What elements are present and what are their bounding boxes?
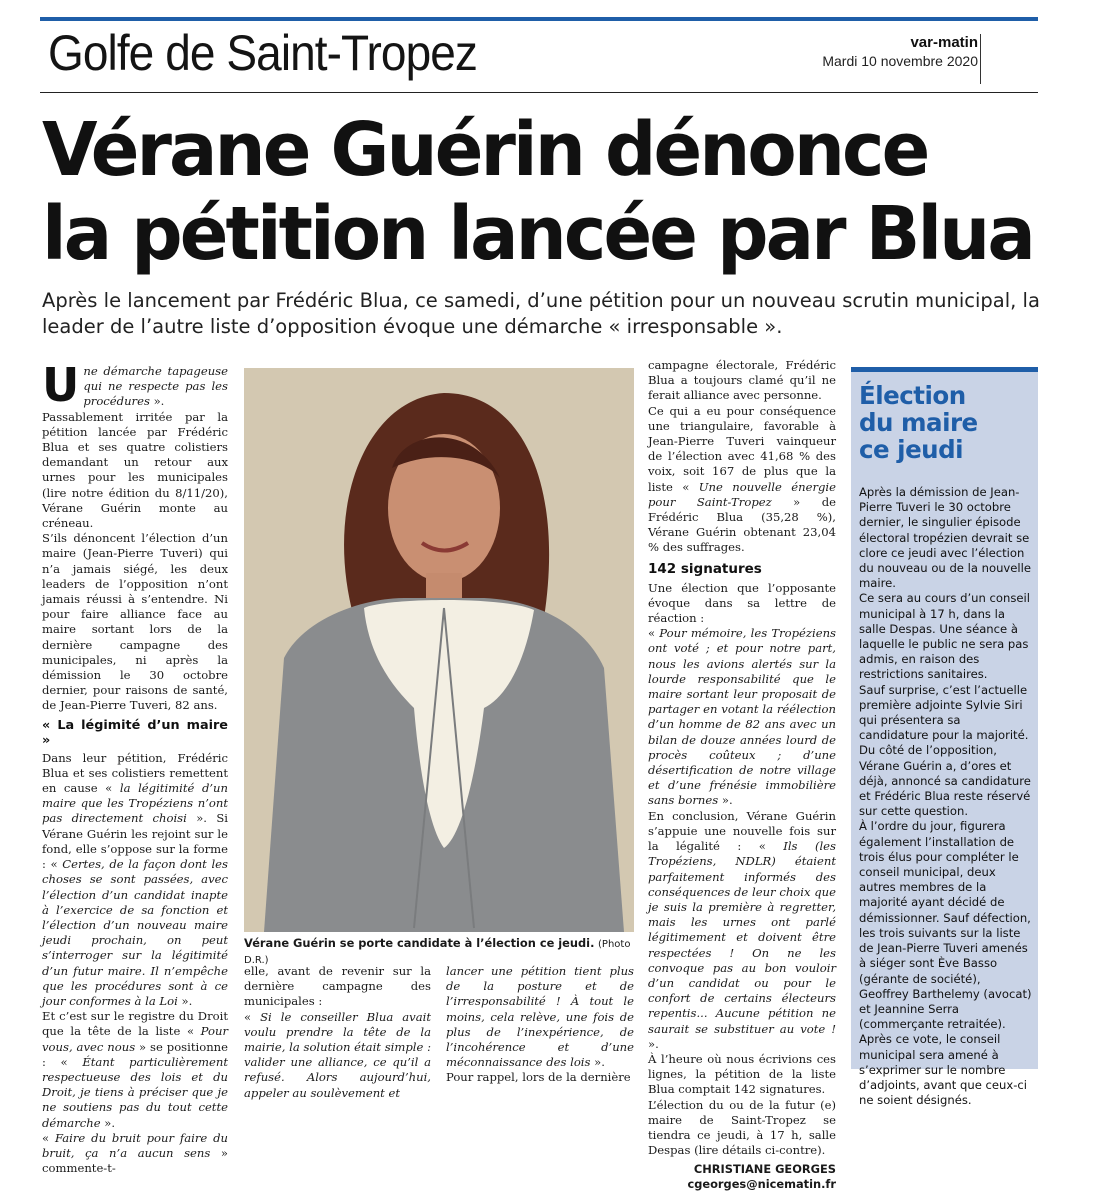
sidebar-body [851,463,1038,1108]
paragraph: À l’ordre du jour, figurera également l’installation de trois élus pour compléter le conseil municipal, deux autres membres de la majorité ayant décidé de démissionner. Sauf défection, les trois suivants sur la liste de Jean-Pierre Tuveri amenés à siéger sont Ève Basso (gérante de société), Geoffrey Barthelemy (avocat) et Jeannine Serra (commerçante retraitée). [859,819,1032,1032]
issue-date: Mardi 10 novembre 2020 [822,53,978,69]
portrait-illustration [244,368,634,932]
paragraph: « Pour mémoire, les Tropéziens ont voté ; et pour notre part, nous les avions alertés sur la lourde responsabilité que le maire sortant leur proposait de partager en votant la réélection d’un homme de 82 ans avec un bilan de douze années lourd de procès coûteux ; d’une désertification de notre village et d’une frénésie immobilière sans bornes ». [648,626,836,808]
author-byline: CHRISTIANE GEORGES [693,1162,836,1177]
paragraph: Pour rappel, lors de la dernière [446,1070,631,1085]
paragraph: Ce qui a eu pour conséquence une triangulaire, favorable à Jean-Pierre Tuveri vainqueur de l’élection avec 41,68 % des voix, soit 167 de plus que la liste « Une nouvelle énergie pour Saint-Tropez » de Frédéric Blua (35,28 %), Vérane Guérin obtenant 23,04 % des suffrages. [648,403,837,555]
lead-paragraph: Une démarche tapageuse qui ne respecte pas les procédures ». [42,358,228,412]
paragraph: Une élection que l’opposante évoque dans sa lettre de réaction : [648,580,836,626]
paragraph: elle, avant de revenir sur la dernière campagne des municipales : [244,964,431,1009]
top-accent-bar [40,17,1038,21]
sidebar-title: Élection du maire ce jeudi [859,381,978,464]
masthead [822,34,978,69]
article-standfirst: Après le lancement par Frédéric Blua, ce samedi, d’une pétition pour un nouveau scrutin municipal, la leader de l’autre liste d’opposition évoque une démarche « irresponsable ». [42,289,1040,338]
author-email: cgeorges@nicematin.fr [687,1177,836,1192]
paragraph: Dans leur pétition, Frédéric Blua et ses colistiers remettent en cause « la légitimité d’un maire que les Tropéziens n’ont pas directement choisi ». Si Vérane Guérin les rejoint sur le fond, elle s’oppose sur la forme : « Certes, de la façon dont les choses se sont passées, avec l’élection d’un candidat inapte à l’exercice de sa fonction et l’élection d’un nouveau maire jeudi prochain, on peut s’interroger sur la légitimité d’un futur maire. Il n’empêche que les procédures sont à ce jour conformes à la Loi ». [42,750,228,1008]
subheading: « La légimité d’un maire » [42,717,228,748]
article-column-1 [42,358,229,1176]
sidebar-box [851,367,1038,1108]
paragraph: L’élection du ou de la futur (e) maire de Saint-Tropez se tiendra ce jeudi, à 17 h, salle Despas (lire détails ci-contre). [648,1097,836,1158]
paragraph: Après la démission de Jean-Pierre Tuveri le 30 octobre dernier, le singulier épisode électoral tropézien devrait se clore ce jeudi avec l’élection du nouveau ou de la nouvelle maire. [859,485,1031,591]
headline-line-1: Vérane Guérin dénonce [42,107,928,193]
paragraph: lancer une pétition tient plus de la posture et de l’irresponsabilité ! À tout le moins, cela relève, une fois de plus de l’inexpérience, de l’incohérence et d’une méconnaissance des lois ». [446,964,634,1070]
paragraph: Passablement irritée par la pétition lancée par Frédéric Blua et ses quatre colistiers demandant un retour aux urnes pour les municipales (lire notre édition du 8/11/20), Vérane Guérin monte au créneau. [42,409,228,531]
headline [42,108,1109,276]
subheading: 142 signatures [648,560,762,577]
drop-cap: U [42,358,80,412]
paragraph: Et c’est sur le registre du Droit que la tête de la liste « Pour vous, avec nous » se positionne : « Étant particulièrement respectueuse des lois et du Droit, je tiens à préciser que je ne soutiens pas du tout cette démarche ». [42,1009,228,1130]
article-column-3 [446,964,634,1086]
paragraph: campagne électorale, Frédéric Blua a toujours clamé qu’il ne ferait alliance avec personne. [648,358,836,403]
paragraph: En conclusion, Vérane Guérin s’appuie une nouvelle fois sur la légalité : « Ils (les Tropéziens, NDLR) étaient parfaitement informés des conséquences de leur choix que je suis la première à regretter, mais les urnes ont parlé légitimement et doivent être respectées ! On ne les convoque pas au bon vouloir d’un candidat ou pour le confort de certains électeurs repentis... Aucune pétition ne saurait se substituer au vote ! ». [648,808,836,1051]
paragraph: Après ce vote, le conseil municipal sera amené à s’exprimer sur le nombre d’adjoints, avant que ceux-ci ne soient désignés. [859,1032,1028,1108]
masthead-divider [980,34,981,84]
section-title: Golfe de Saint-Tropez [48,25,477,81]
header-rule [40,92,1038,93]
article-column-2 [244,964,431,1101]
newspaper-name: var-matin [910,34,978,51]
headline-line-2: la pétition lancée par Blua [42,191,1033,277]
paragraph: Ce sera au cours d’un conseil municipal à 17 h, dans la salle Despas. Une séance à laquelle le public ne sera pas admis, en raison des restrictions sanitaires. [859,591,1030,682]
portrait-photo [244,368,634,932]
paragraph: « Faire du bruit pour faire du bruit, ça n’a aucun sens » commente-t- [42,1130,229,1176]
article-column-4 [648,358,836,1192]
paragraph: Sauf surprise, c’est l’actuelle première adjointe Sylvie Siri qui présentera sa candidature pour la majorité. Du côté de l’opposition, Vérane Guérin a, d’ores et déjà, annoncé sa candidature et Frédéric Blua reste réservé sur cette question. [859,682,1031,819]
photo-credit: (Photo D.R.) [244,939,631,966]
paragraph: À l’heure où nous écrivions ces lignes, la pétition de la liste Blua comptait 142 signatures. [648,1051,836,1097]
paragraph: « Si le conseiller Blua avait voulu prendre la tête de la mairie, la solution était simple : valider une alliance, ce qu’il a refusé. Alors aujourd’hui, appeler au soulèvement et [244,1009,431,1100]
caption-text: Vérane Guérin se porte candidate à l’élection ce jeudi. [244,936,595,950]
paragraph: S’ils dénoncent l’élection d’un maire (Jean-Pierre Tuveri) qui n’a jamais siégé, les deux leaders de l’opposition n’ont jamais réussi à s’entendre. Ni pour faire alliance face au maire sortant lors de la dernière campagne des municipales, ni après la démission le 30 octobre dernier, pour raisons de santé, de Jean-Pierre Tuveri, 82 ans. [42,531,228,713]
